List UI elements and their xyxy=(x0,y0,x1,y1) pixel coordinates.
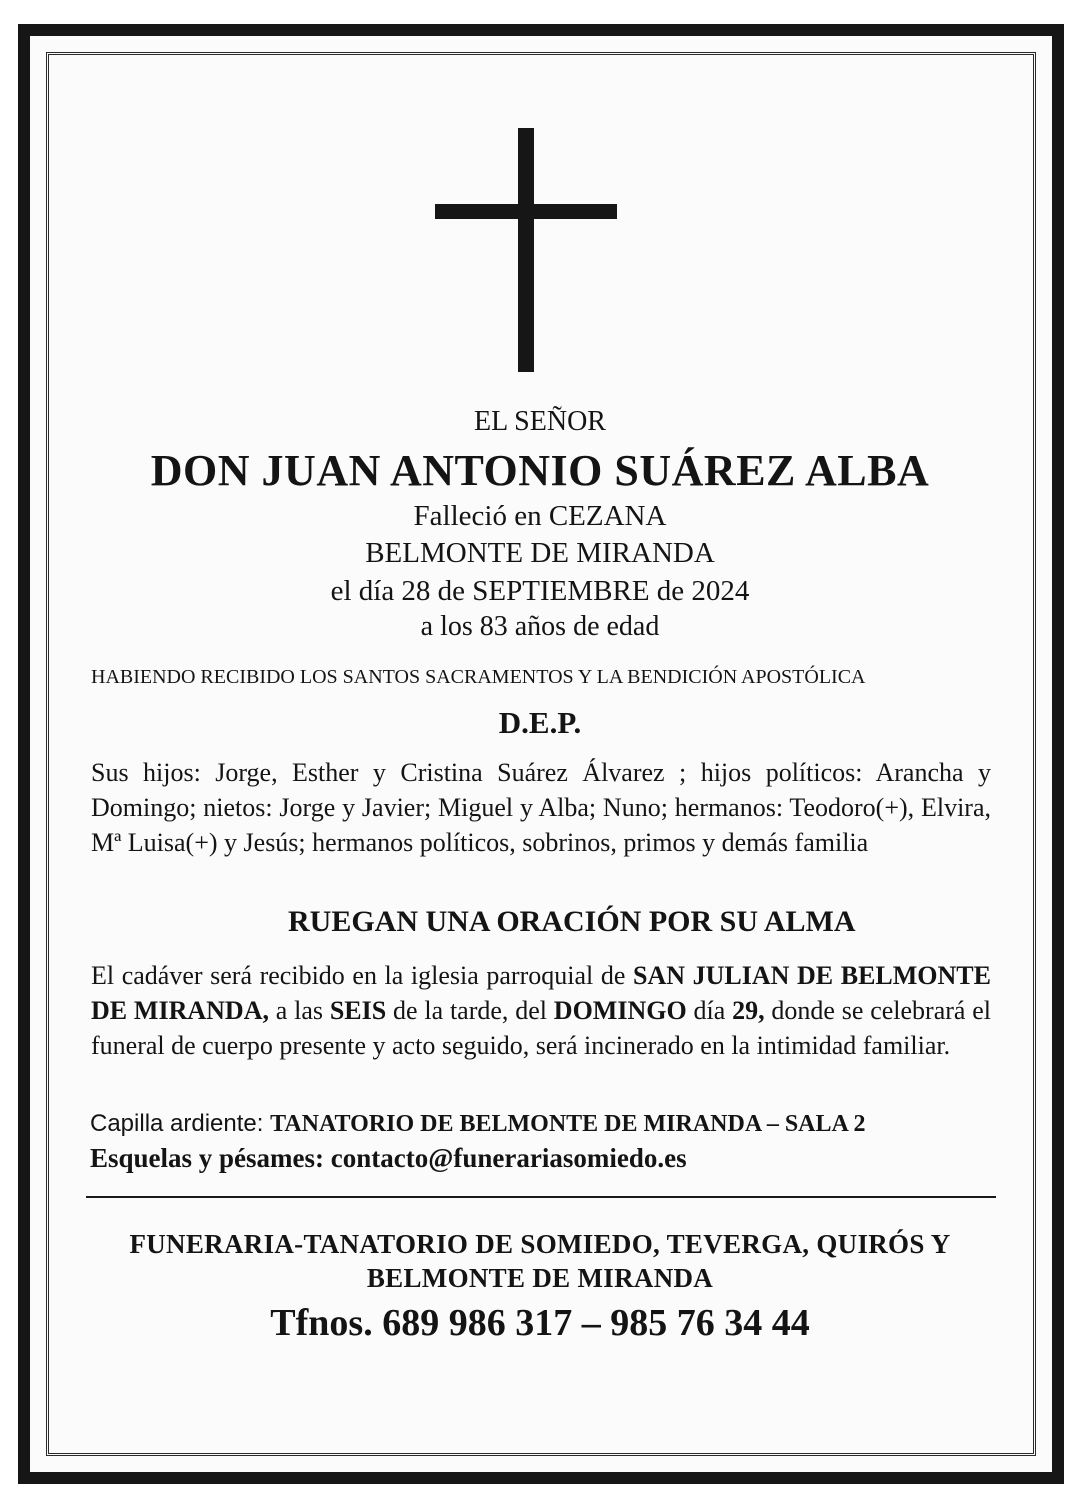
chapel-line xyxy=(90,1110,866,1138)
funeral-text-2: a las xyxy=(268,996,330,1025)
funeral-date: 29, xyxy=(732,996,765,1025)
contact-email: Esquelas y pésames: contacto@funerariasomiedo.es xyxy=(90,1143,687,1173)
divider xyxy=(86,1196,996,1198)
age: a los 83 años de edad xyxy=(420,611,660,642)
company-line-1: FUNERARIA-TANATORIO DE SOMIEDO, TEVERGA, QUIRÓS Y xyxy=(129,1229,951,1259)
funeral-paragraph xyxy=(91,958,991,1063)
phone-numbers: Tfnos. 689 986 317 – 985 76 34 44 xyxy=(270,1302,810,1344)
municipality: BELMONTE DE MIRANDA xyxy=(365,537,715,569)
family-paragraph: Sus hijos: Jorge, Esther y Cristina Suárez Álvarez ; hijos políticos: Arancha y Domingo; nietos: Jorge y Javier; Miguel y Alba; Nuno; hermanos: Teodoro(+), Elvira, Mª Luisa(+) y Jesús; hermanos políticos, sobrinos, primos y demás familia xyxy=(91,758,991,857)
death-date: el día 28 de SEPTIEMBRE de 2024 xyxy=(330,575,750,607)
title-el-senor: EL SEÑOR xyxy=(474,406,606,437)
rip-abbrev: D.E.P. xyxy=(498,705,582,740)
church-name: SAN JULIAN DE BELMONTE DE MIRANDA, xyxy=(91,961,991,1025)
funeral-day: DOMINGO xyxy=(553,996,687,1025)
funeral-text-4: día xyxy=(686,996,733,1025)
deceased-name: DON JUAN ANTONIO SUÁREZ ALBA xyxy=(150,446,930,495)
funeral-text-3: de la tarde, del xyxy=(386,996,554,1025)
funeral-text-5: donde se celebrará el funeral de cuerpo presente y acto seguido, será incinerado en la intimidad familiar. xyxy=(91,996,992,1060)
chapel-value: TANATORIO DE BELMONTE DE MIRANDA – SALA 2 xyxy=(270,1111,866,1137)
funeral-text-1: El cadáver será recibido en la iglesia parroquial de xyxy=(91,961,633,990)
cross-icon xyxy=(435,128,617,372)
prayer-request: RUEGAN UNA ORACIÓN POR SU ALMA xyxy=(288,905,856,938)
chapel-label: Capilla ardiente: xyxy=(90,1110,271,1137)
company-line-2: BELMONTE DE MIRANDA xyxy=(366,1263,714,1293)
sacraments-line: HABIENDO RECIBIDO LOS SANTOS SACRAMENTOS Y LA BENDICIÓN APOSTÓLICA xyxy=(91,666,866,688)
funeral-time: SEIS xyxy=(329,996,387,1025)
death-place: Falleció en CEZANA xyxy=(413,500,667,532)
